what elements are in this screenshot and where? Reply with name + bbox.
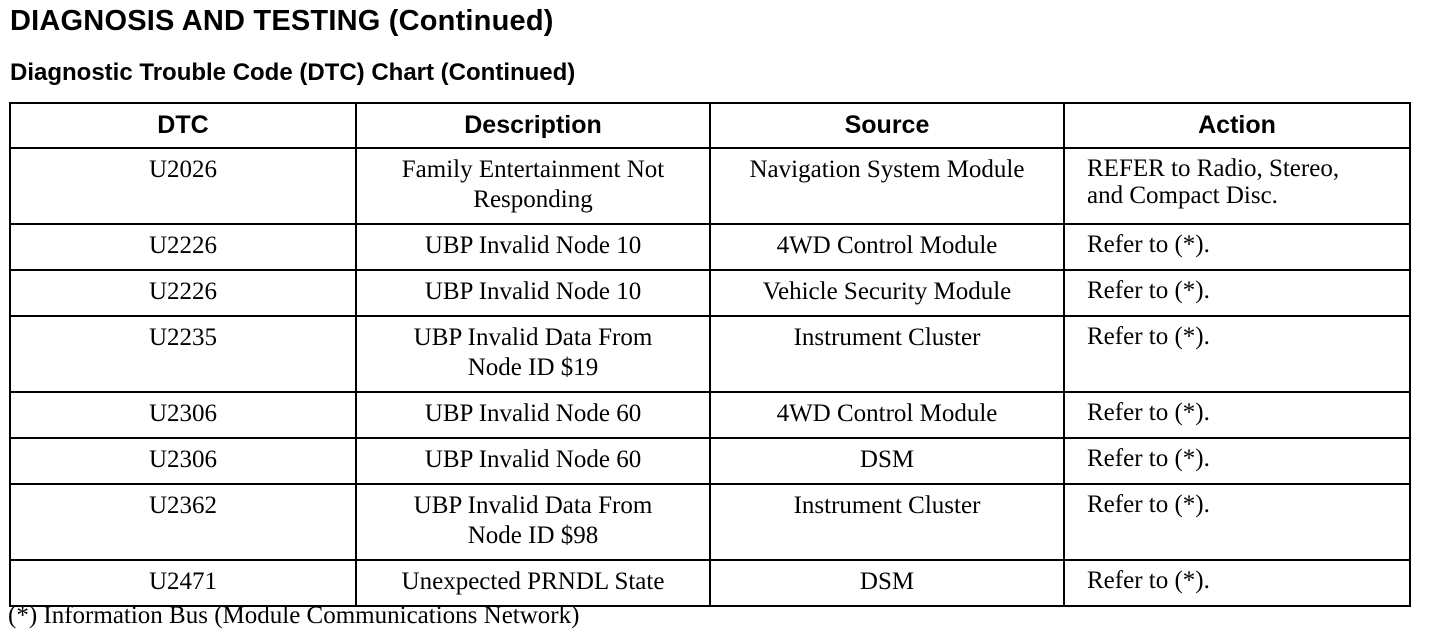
source-cell: Instrument Cluster [710, 316, 1064, 392]
description-line: Family Entertainment Not [401, 156, 665, 183]
description-cell [356, 484, 710, 560]
column-header-source: Source [710, 103, 1064, 148]
source-cell: Vehicle Security Module [710, 270, 1064, 316]
dtc-cell: U2226 [10, 224, 356, 270]
description-line: Node ID $98 [467, 522, 599, 549]
action-line: and Compact Disc. [1087, 182, 1278, 209]
action-cell: Refer to (*). [1064, 316, 1410, 392]
dtc-cell: U2226 [10, 270, 356, 316]
action-cell: Refer to (*). [1064, 392, 1410, 438]
page-title: DIAGNOSIS AND TESTING (Continued) [10, 5, 554, 37]
table-row [10, 270, 1410, 316]
source-cell: 4WD Control Module [710, 392, 1064, 438]
action-cell: Refer to (*). [1064, 484, 1410, 560]
description-cell: UBP Invalid Node 60 [356, 438, 710, 484]
table-row [10, 484, 1410, 560]
dtc-cell: U2026 [10, 148, 356, 224]
description-line: Responding [473, 186, 593, 213]
description-cell: UBP Invalid Node 10 [356, 224, 710, 270]
description-line: UBP Invalid Data From [413, 492, 653, 519]
dtc-cell: U2362 [10, 484, 356, 560]
table-row [10, 316, 1410, 392]
footnote: (*) Information Bus (Module Communications Network) [8, 602, 580, 629]
table-row [10, 392, 1410, 438]
table-row [10, 224, 1410, 270]
source-cell: Instrument Cluster [710, 484, 1064, 560]
description-cell: UBP Invalid Node 60 [356, 392, 710, 438]
source-cell: 4WD Control Module [710, 224, 1064, 270]
dtc-cell: U2235 [10, 316, 356, 392]
action-cell: Refer to (*). [1064, 560, 1410, 606]
description-cell: Unexpected PRNDL State [356, 560, 710, 606]
action-cell [1064, 148, 1410, 224]
source-cell: DSM [710, 438, 1064, 484]
description-line: UBP Invalid Data From [413, 324, 653, 351]
description-cell [356, 148, 710, 224]
description-cell: UBP Invalid Node 10 [356, 270, 710, 316]
action-cell: Refer to (*). [1064, 270, 1410, 316]
action-cell: Refer to (*). [1064, 224, 1410, 270]
table-row [10, 438, 1410, 484]
source-cell: Navigation System Module [710, 148, 1064, 224]
column-header-dtc: DTC [10, 103, 356, 148]
action-line: REFER to Radio, Stereo, [1087, 155, 1340, 182]
dtc-cell: U2306 [10, 392, 356, 438]
column-header-action: Action [1064, 103, 1410, 148]
description-line: Node ID $19 [467, 354, 599, 381]
column-header-description: Description [356, 103, 710, 148]
table-header-row [10, 103, 1410, 148]
dtc-cell: U2471 [10, 560, 356, 606]
table-row [10, 148, 1410, 224]
action-cell: Refer to (*). [1064, 438, 1410, 484]
description-cell [356, 316, 710, 392]
source-cell: DSM [710, 560, 1064, 606]
dtc-cell: U2306 [10, 438, 356, 484]
dtc-chart-table [9, 102, 1411, 607]
chart-subtitle: Diagnostic Trouble Code (DTC) Chart (Continued) [10, 59, 576, 86]
